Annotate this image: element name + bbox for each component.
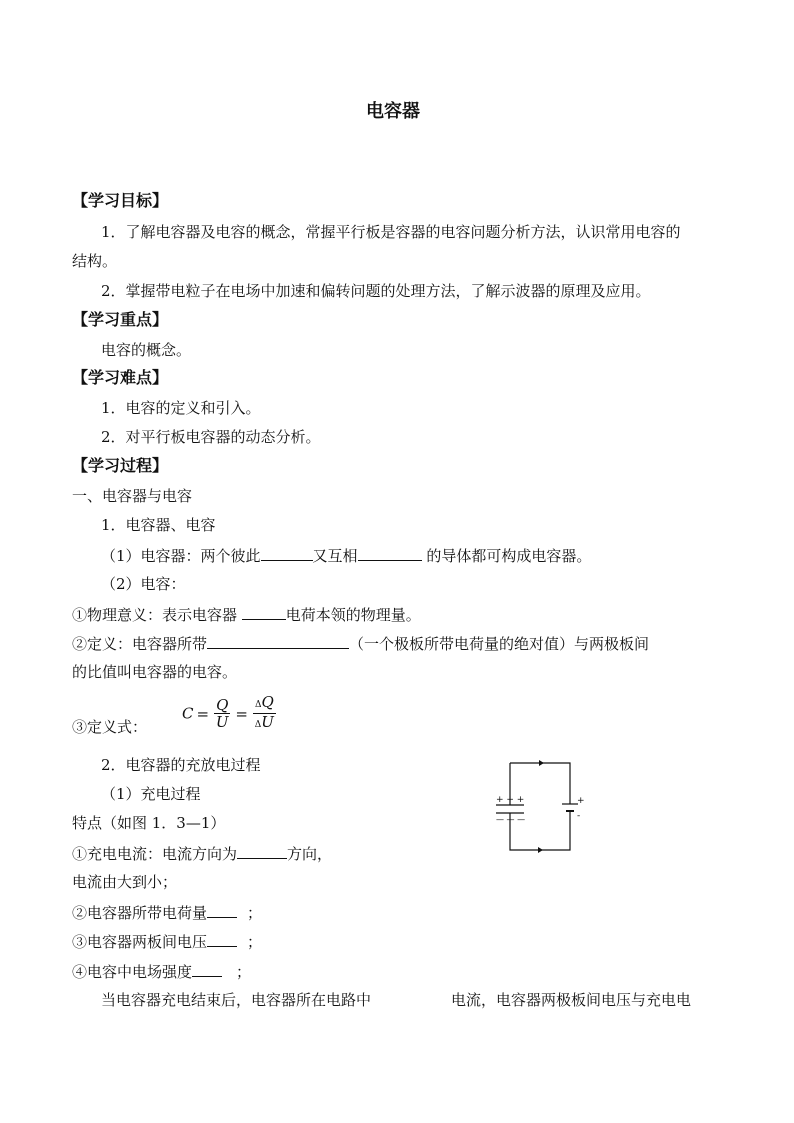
charge-line	[72, 903, 262, 922]
battery-minus: -	[577, 811, 581, 821]
fraction-dq-over-du	[253, 694, 276, 733]
charge-semicolon: ；	[247, 904, 263, 922]
arrow-top-icon	[539, 760, 544, 766]
key-points-heading: 【学习重点】	[72, 310, 169, 329]
blank-7[interactable]	[207, 932, 237, 947]
part-1-heading: 一、电容器与电容	[72, 487, 193, 505]
fraction-1-numerator: Q	[216, 696, 229, 714]
key-point-item: 电容的概念。	[101, 341, 192, 359]
page-title: 电容器	[366, 101, 420, 122]
meaning-a: ①物理意义：表示电容器	[72, 606, 242, 624]
charging-circuit-diagram	[490, 758, 600, 858]
meaning-b: 电荷本领的物理量。	[285, 606, 421, 624]
physical-meaning	[72, 605, 421, 624]
end-a: 当电容器充电结束后，电容器所在电路中	[101, 991, 372, 1009]
blank-3[interactable]	[242, 605, 286, 620]
definition-b: （一个极板所带电荷量的绝对值）与两极板间	[349, 635, 650, 653]
capacitor-def-a: （1）电容器：两个彼此	[101, 547, 261, 565]
voltage-text: ③电容器两板间电压	[72, 933, 208, 951]
fraction-2-den-var: U	[261, 713, 274, 731]
fraction-2-numerator	[253, 694, 276, 714]
capacitor-gap	[500, 805, 524, 813]
end-b: 电流，电容器两极板间电压与充电电	[451, 991, 692, 1009]
capacitor-plus-signs: + + +	[496, 795, 525, 805]
definition-line-2: 的比值叫电容器的电容。	[72, 663, 238, 681]
capacitor-minus-signs: — — —	[496, 815, 526, 824]
delta-symbol: Δ	[254, 720, 262, 730]
fraction-2-denominator	[253, 714, 276, 733]
field-text: ④电容中电场强度	[72, 963, 193, 981]
blank-2[interactable]	[358, 546, 422, 561]
blank-4[interactable]	[207, 634, 349, 649]
difficulties-heading: 【学习难点】	[72, 368, 169, 387]
difficulty-1: 1．电容的定义和引入。	[101, 399, 261, 417]
battery-plus: +	[577, 796, 585, 806]
charging-current	[72, 844, 332, 863]
objective-1-line-2: 结构。	[72, 252, 118, 270]
objectives-heading: 【学习目标】	[72, 191, 169, 210]
objective-2: 2．掌握带电粒子在电场中加速和偏转问题的处理方法，了解示波器的原理及应用。	[101, 282, 651, 300]
charging-process: （1）充电过程	[101, 785, 201, 803]
feature-label: 特点（如图 1．3—1）	[72, 814, 226, 832]
definition-a: ②定义：电容器所带	[72, 635, 208, 653]
subsection-1: 1．电容器、电容	[101, 516, 216, 534]
formula-lhs: C	[182, 704, 194, 723]
arrow-bottom-icon	[538, 847, 543, 853]
subsection-2: 2．电容器的充放电过程	[101, 756, 261, 774]
formula-label: ③定义式：	[72, 718, 148, 736]
formula-eq-2: =	[235, 704, 248, 723]
fraction-1-denominator: U	[215, 713, 229, 731]
current-a: ①充电电流：电流方向为	[72, 845, 238, 863]
objective-1-line-1: 1．了解电容器及电容的概念，常握平行板是容器的电容问题分析方法，认识常用电容的	[101, 223, 681, 241]
blank-1[interactable]	[261, 546, 313, 561]
blank-8[interactable]	[192, 962, 222, 977]
fraction-2-num-var: Q	[261, 693, 274, 711]
delta-symbol: Δ	[254, 700, 262, 710]
fraction-q-over-u	[214, 697, 230, 730]
formula-eq-1: =	[196, 704, 210, 723]
field-semicolon: ；	[236, 963, 252, 981]
capacitor-definition	[101, 546, 591, 565]
end-of-charging-line	[101, 991, 691, 1009]
capacitor-def-b: 又互相	[312, 547, 358, 565]
process-heading: 【学习过程】	[72, 456, 169, 475]
charge-text: ②电容器所带电荷量	[72, 904, 208, 922]
capacitance-label: （2）电容：	[101, 575, 186, 593]
blank-6[interactable]	[207, 903, 237, 918]
blank-5[interactable]	[237, 844, 287, 859]
capacitance-formula	[182, 694, 278, 733]
voltage-line	[72, 932, 262, 951]
current-b: 方向，	[287, 845, 333, 863]
current-line-2: 电流由大到小；	[72, 873, 178, 891]
difficulty-2: 2．对平行板电容器的动态分析。	[101, 428, 321, 446]
voltage-semicolon: ；	[247, 933, 263, 951]
capacitor-def-c: 的导体都可构成电容器。	[421, 547, 592, 565]
field-line	[72, 962, 251, 981]
definition-line-1	[72, 634, 649, 653]
